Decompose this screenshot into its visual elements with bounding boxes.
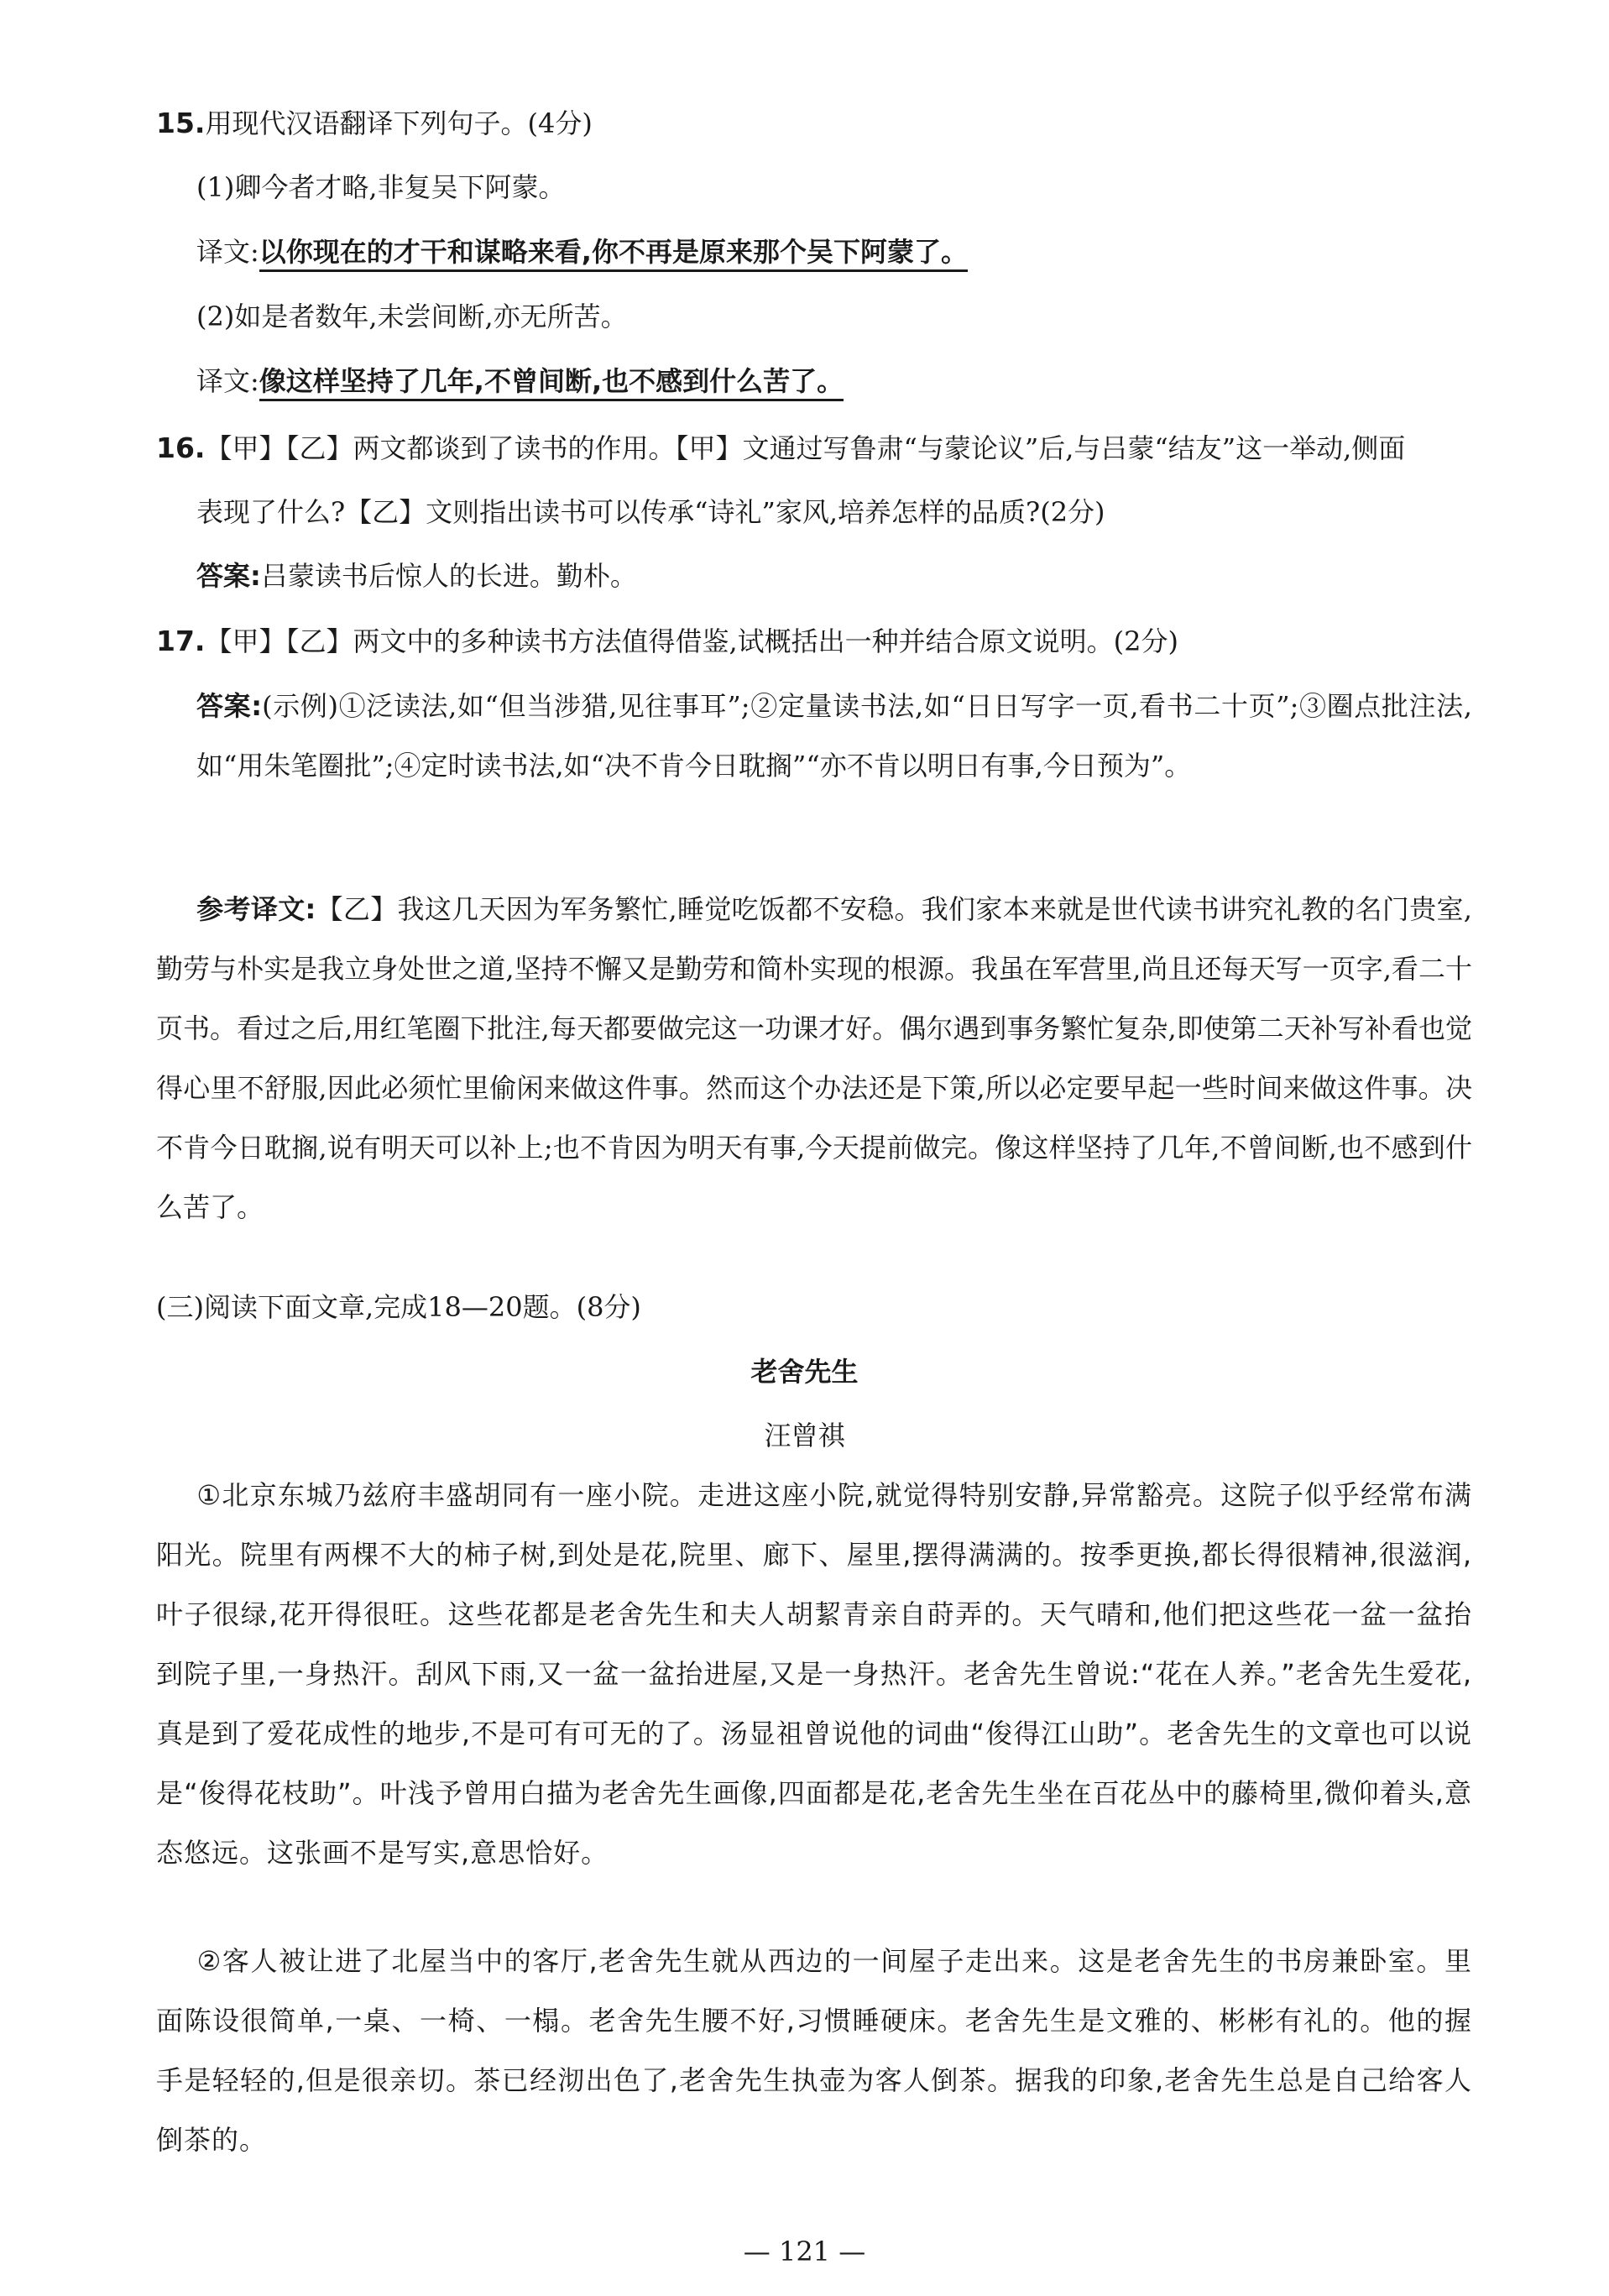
q15-translation-1 [196, 233, 968, 270]
essay-paragraph-2 [156, 1932, 1472, 2170]
q15-number: 15. [156, 107, 206, 139]
q15-sentence-1: (1)卿今者才略,非复吴下阿蒙。 [196, 171, 566, 203]
q16-number: 16. [156, 431, 206, 464]
q16-answer-label: 答案: [196, 560, 261, 592]
q17-answer-text: (示例)①泛读法,如“但当涉猎,见往事耳”;②定量读书法,如“日日写字一页,看书二十页”;③圈点批注法,如“用朱笔圈批”;④定时读书法,如“决不肯今日耽搁”“亦不肯以明日有事,今日预为”。 [196, 690, 1472, 782]
q15-sentence-2: (2)如是者数年,未尝间断,亦无所苦。 [196, 301, 628, 332]
essay-paragraph-1-text: ①北京东城乃兹府丰盛胡同有一座小院。走进这座小院,就觉得特别安静,异常豁亮。这院子似乎经常布满阳光。院里有两棵不大的柿子树,到处是花,院里、廊下、屋里,摆得满满的。按季更换,都长得很精神,很滋润,叶子很绿,花开得很旺。这些花都是老舍先生和夫人胡絜青亲自莳弄的。天气晴和,他们把这些花一盆一盆抬到院子里,一身热汗。刮风下雨,又一盆一盆抬进屋,又是一身热汗。老舍先生曾说:“花在人养。”老舍先生爱花,真是到了爱花成性的地步,不是可有可无的了。汤显祖曾说他的词曲“俊得江山助”。老舍先生的文章也可以说是“俊得花枝助”。叶浅予曾用白描为老舍先生画像,四面都是花,老舍先生坐在百花丛中的藤椅里,微仰着头,意态悠远。这张画不是写实,意思恰好。 [156, 1479, 1472, 1869]
q17-answer [196, 677, 1472, 796]
q16-prompt-text-1: 【甲】【乙】两文都谈到了读书的作用。【甲】文通过写鲁肃“与蒙论议”后,与吕蒙“结友”这一举动,侧面 [205, 432, 1406, 464]
section3-heading: (三)阅读下面文章,完成18—20题。(8分) [156, 1291, 641, 1323]
essay-title: 老舍先生 [750, 1356, 859, 1388]
q15-translation-1-label: 译文: [196, 236, 259, 268]
q15-translation-2-answer: 像这样坚持了几年,不曾间断,也不感到什么苦了。 [259, 365, 844, 401]
reference-translation [156, 880, 1472, 1237]
q15-translation-2-label: 译文: [196, 365, 259, 397]
q16-prompt-line-1 [156, 430, 1405, 467]
q16-answer-text: 吕蒙读书后惊人的长进。勤朴。 [260, 560, 637, 592]
q15-translation-1-answer: 以你现在的才干和谋略来看,你不再是原来那个吴下阿蒙了。 [259, 236, 968, 272]
q17-number: 17. [156, 625, 206, 657]
q16-prompt-line-2: 表现了什么?【乙】文则指出读书可以传承“诗礼”家风,培养怎样的品质?(2分) [196, 496, 1105, 528]
q15-prompt-text: 用现代汉语翻译下列句子。(4分) [205, 107, 593, 139]
essay-paragraph-2-text: ②客人被让进了北屋当中的客厅,老舍先生就从西边的一间屋子走出来。这是老舍先生的书房兼卧室。里面陈设很简单,一桌、一椅、一榻。老舍先生腰不好,习惯睡硬床。老舍先生是文雅的、彬彬有礼的。他的握手是轻轻的,但是很亲切。茶已经沏出色了,老舍先生执壶为客人倒茶。据我的印象,老舍先生总是自己给客人倒茶的。 [156, 1945, 1472, 2156]
page-number: — 121 — [743, 2236, 866, 2267]
reference-text: 【乙】我这几天因为军务繁忙,睡觉吃饭都不安稳。我们家本来就是世代读书讲究礼教的名门贵室,勤劳与朴实是我立身处世之道,坚持不懈又是勤劳和简朴实现的根源。我虽在军营里,尚且还每天写一页字,看二十页书。看过之后,用红笔圈下批注,每天都要做完这一功课才好。偶尔遇到事务繁忙复杂,即使第二天补写补看也觉得心里不舒服,因此必须忙里偷闲来做这件事。然而这个办法还是下策,所以必定要早起一些时间来做这件事。决不肯今日耽搁,说有明天可以补上;也不肯因为明天有事,今天提前做完。像这样坚持了几年,不曾间断,也不感到什么苦了。 [156, 893, 1472, 1223]
q17-answer-label: 答案: [196, 690, 263, 722]
q17-prompt-text: 【甲】【乙】两文中的多种读书方法值得借鉴,试概括出一种并结合原文说明。(2分) [205, 625, 1178, 657]
reference-label: 参考译文: [196, 893, 316, 925]
q16-answer [196, 557, 637, 594]
essay-paragraph-1 [156, 1466, 1472, 1883]
q17-prompt [156, 623, 1178, 660]
q15-translation-2 [196, 363, 844, 400]
essay-author: 汪曾祺 [764, 1420, 845, 1451]
q15-prompt [156, 105, 593, 142]
